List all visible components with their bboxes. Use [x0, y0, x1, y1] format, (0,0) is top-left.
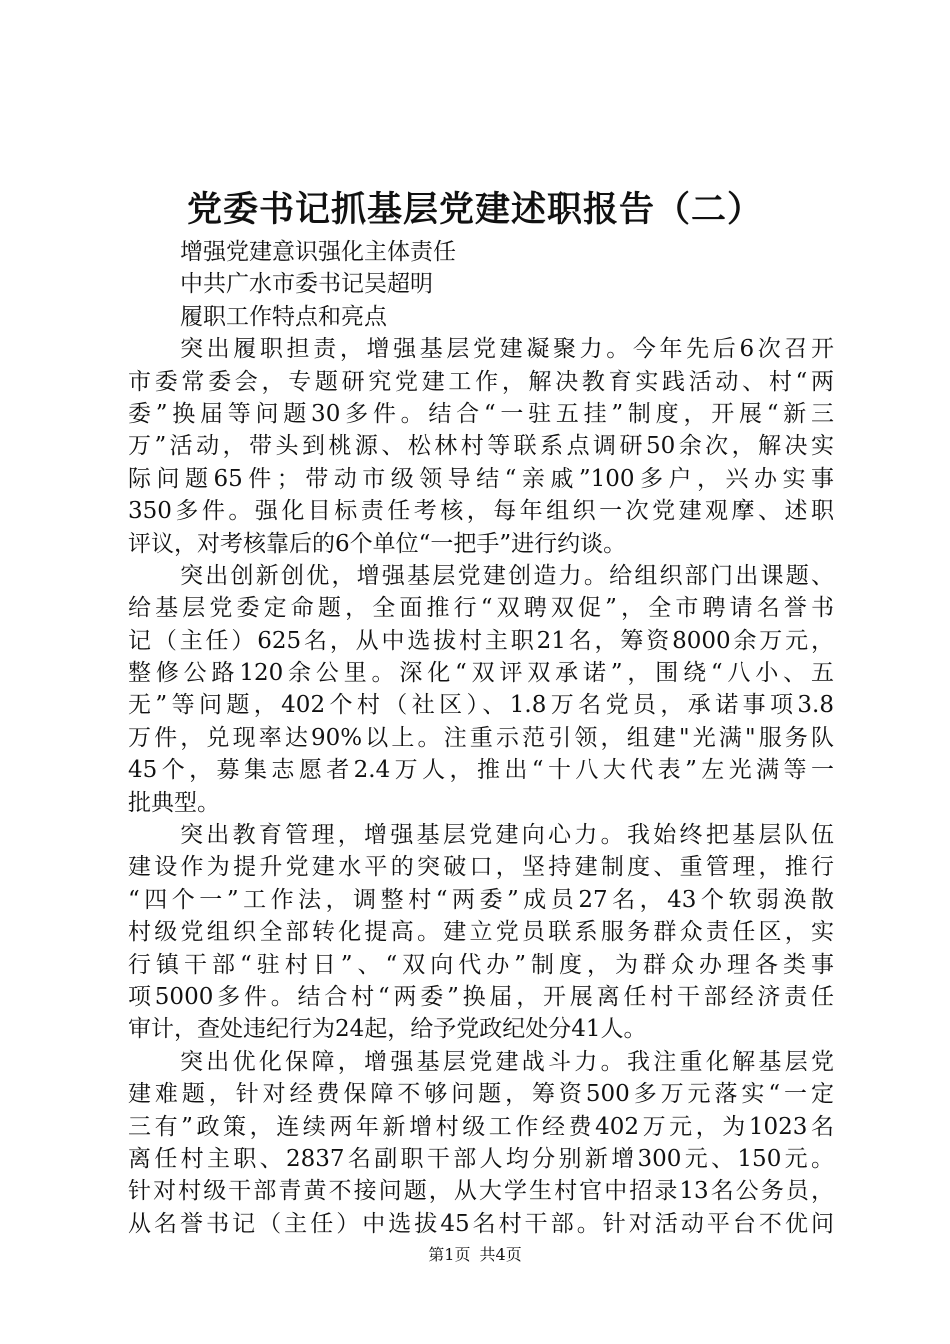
body-line: 针对村级干部青黄不接问题，从大学生村官中招录13名公务员， [128, 1178, 834, 1205]
body-line: 评议，对考核靠后的6个单位“一把手”进行约谈。 [128, 530, 627, 557]
body-line: 审计，查处违纪行为24起，给予党政纪处分41人。 [128, 1016, 647, 1043]
body-line: 从名誉书记（主任）中选拔45名村干部。针对活动平台不优问 [128, 1210, 834, 1237]
body-line: “四个一”工作法，调整村“两委”成员27名，43个软弱涣散 [128, 886, 834, 913]
body-line: 350多件。强化目标责任考核，每年组织一次党建观摩、述职 [128, 498, 834, 525]
page-footer [0, 1244, 950, 1266]
page-total: 共4页 [479, 1245, 522, 1264]
body-line: 记（主任）625名，从中选拔村主职21名，筹资8000余万元， [128, 627, 834, 654]
page-number: 第1页 [428, 1245, 471, 1264]
body-line: 三有”政策，连续两年新增村级工作经费402万元，为1023名 [128, 1113, 834, 1140]
body-line: 中共广水市委书记吴超明 [180, 271, 433, 298]
body-line: 委”换届等问题30多件。结合“一驻五挂”制度，开展“新三 [128, 400, 834, 427]
body-line: 给基层党委定命题，全面推行“双聘双促”，全市聘请名誉书 [128, 595, 834, 622]
body-line: 整修公路120余公里。深化“双评双承诺”，围绕“八小、五 [128, 660, 834, 687]
body-line: 行镇干部“驻村日”、“双向代办”制度，为群众办理各类事 [128, 951, 834, 978]
body-line: 市委常委会，专题研究党建工作，解决教育实践活动、村“两 [128, 368, 834, 395]
body-line: 项5000多件。结合村“两委”换届，开展离任村干部经济责任 [128, 983, 834, 1010]
body-line: 无”等问题，402个村（社区）、1.8万名党员，承诺事项3.8 [128, 692, 834, 719]
body-line: 批典型。 [128, 789, 220, 816]
body-line: 突出教育管理，增强基层党建向心力。我始终把基层队伍 [180, 822, 834, 849]
document-title: 党委书记抓基层党建述职报告（二） [186, 189, 763, 230]
body-line: 村级党组织全部转化提高。建立党员联系服务群众责任区，实 [128, 919, 834, 946]
body-line: 际问题65件；带动市级领导结“亲戚”100多户，兴办实事 [128, 465, 834, 492]
body-line: 45个，募集志愿者2.4万人，推出“十八大代表”左光满等一 [128, 757, 834, 784]
body-line: 突出优化保障，增强基层党建战斗力。我注重化解基层党 [180, 1048, 834, 1075]
body-line: 突出履职担责，增强基层党建凝聚力。今年先后6次召开 [180, 336, 834, 363]
body-line: 履职工作特点和亮点 [180, 303, 387, 330]
document-body [128, 236, 834, 1240]
body-line: 万件，兑现率达90%以上。注重示范引领，组建"光满"服务队 [128, 724, 834, 751]
body-line: 突出创新创优，增强基层党建创造力。给组织部门出课题、 [180, 562, 834, 589]
body-line: 离任村主职、2837名副职干部人均分别新增300元、150元。 [128, 1145, 834, 1172]
body-line: 增强党建意识强化主体责任 [180, 239, 456, 265]
body-line: 建设作为提升党建水平的突破口，坚持建制度、重管理，推行 [128, 854, 834, 881]
body-line: 建难题，针对经费保障不够问题，筹资500多万元落实“一定 [128, 1081, 834, 1108]
body-line: 万”活动，带头到桃源、松林村等联系点调研50余次，解决实 [128, 433, 834, 460]
